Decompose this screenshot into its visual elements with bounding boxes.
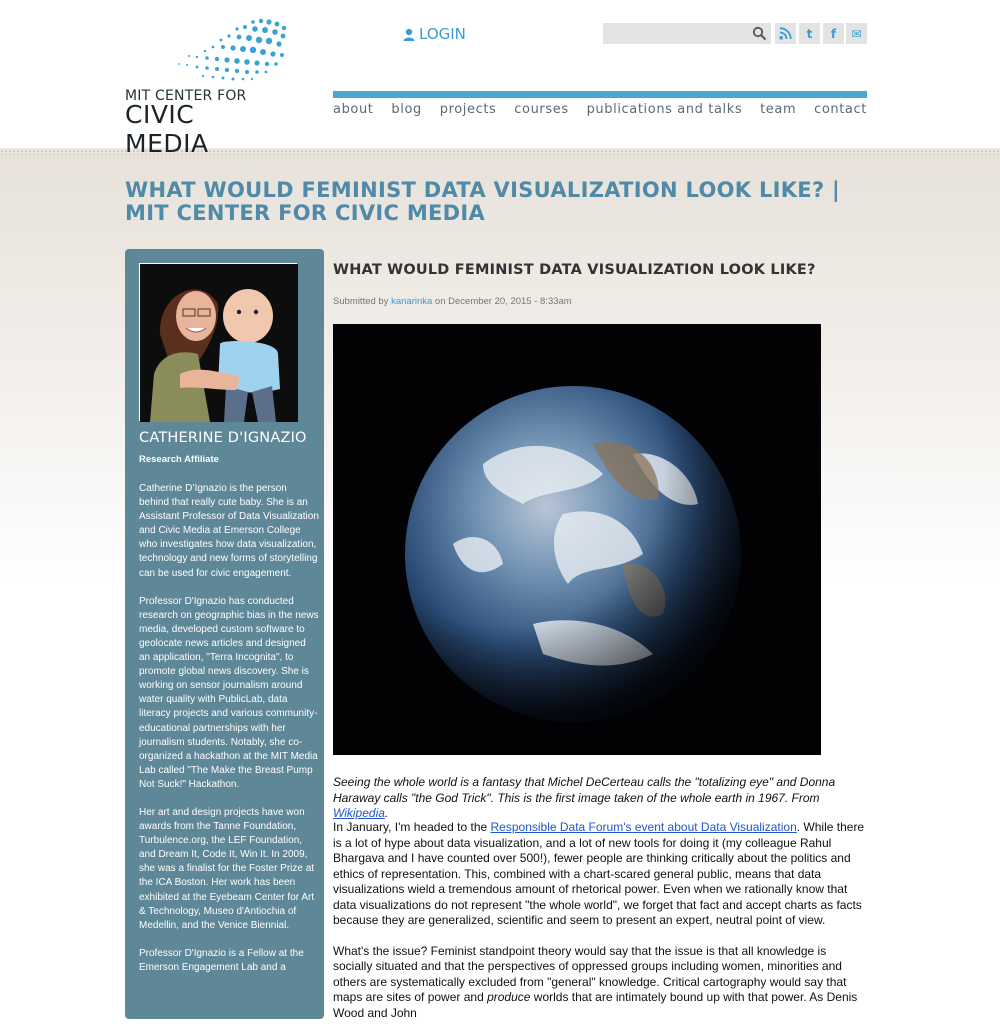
nav-about[interactable]: about: [333, 102, 374, 117]
nav-accent-bar: [333, 91, 867, 98]
main-nav: [333, 102, 867, 117]
logo-dots-icon: [169, 14, 287, 84]
email-button[interactable]: [846, 23, 867, 44]
search-box: [603, 23, 771, 44]
bio-paragraph: Her art and design projects have won awards from the Tanne Foundation, Turbulence.org, the LEF Foundation, and Dream It, Code It, Win It. In 2009, she was a finalist for the Foster Prize at the ICA Boston. Her work has been exhibited at the Eyebeam Center for Art & Technology, Museo d'Antiochia of Medellin, and the Venice Biennial.: [139, 806, 315, 931]
twitter-icon: t: [806, 26, 813, 41]
p1-rest: . While there is a lot of hype about data visualization, and a lot of new tools for doing it (my colleague Rahul Bhargava and I have counted over 500!), fewer people are thinking critically about the politics and ethics of representation. This, combined with a chart-scared general public, means that data visualizations wield a tremendous amount of rhetorical power. Even when we rationally know that data visualizations do not represent "the whole world", we forget that fact and accept charts as facts because they are generalized, scientific and seem to present an expert, neutral point of view.: [333, 820, 865, 927]
article-title: WHAT WOULD FEMINIST DATA VISUALIZATION LOOK LIKE?: [333, 262, 816, 278]
responsible-data-forum-link[interactable]: Responsible Data Forum's event about Data Visualization: [490, 820, 797, 834]
site-header: [0, 0, 1000, 158]
twitter-button[interactable]: [799, 23, 820, 44]
nav-contact[interactable]: contact: [814, 102, 867, 117]
nav-projects[interactable]: projects: [439, 102, 497, 117]
body-paragraph: [333, 820, 865, 929]
user-icon: [403, 28, 415, 41]
site-logo[interactable]: [125, 14, 285, 158]
image-caption: [333, 775, 863, 822]
author-photo-illustration: [140, 264, 298, 422]
facebook-button[interactable]: [823, 23, 844, 44]
bio-paragraph: Catherine D’Ignazio is the person behind that really cute baby. She is an Assistant Professor of Data Visualization and Civic Media at Emerson College who investigates how data visualization, technology and new forms of storytelling can be used for civic engagement.: [139, 483, 319, 579]
login-label: LOGIN: [419, 25, 466, 43]
p2-emphasis: produce: [487, 990, 531, 1004]
body-paragraph: [333, 944, 865, 1022]
caption-text: Seeing the whole world is a fantasy that Michel DeCerteau calls the "totalizing eye" and Donna Haraway calls "the God Trick". This is the first image taken of the whole earth in 1967. From: [333, 775, 836, 805]
bio-paragraph: Professor D'Ignazio is a Fellow at the Emerson Engagement Lab and a: [139, 947, 304, 973]
nav-courses[interactable]: courses: [514, 102, 569, 117]
nav-blog[interactable]: blog: [391, 102, 422, 117]
submitted-line: [333, 296, 572, 307]
nav-team[interactable]: team: [760, 102, 797, 117]
page-title: WHAT WOULD FEMINIST DATA VISUALIZATION LOOK LIKE? | MIT CENTER FOR CIVIC MEDIA: [125, 178, 841, 225]
logo-text-top: MIT CENTER FOR: [125, 88, 247, 104]
author-link[interactable]: kanarinka: [391, 296, 433, 307]
earth-illustration: [333, 324, 821, 755]
login-link[interactable]: [403, 25, 466, 43]
wikipedia-link[interactable]: Wikipedia: [333, 806, 385, 820]
author-name: CATHERINE D'IGNAZIO: [139, 430, 307, 446]
p2-start: What's the issue? Feminist standpoint theory would say that the issue is that all knowledge is socially situated and that the perspectives of oppressed groups including women, minorities and others are systematically excluded from "general" knowledge. Critical cartography would say that maps are sites of power and: [333, 943, 847, 1004]
article-body: [333, 820, 865, 1036]
p1-start: In January, I'm headed to the: [333, 820, 491, 834]
bio-paragraph: Professor D'Ignazio has conducted research on geographic bias in the news media, developed custom software to geolocate news articles and designed an application, "Terra Incognita", to promote global news discovery. She is working on sensor journalism around water quality with PublicLab, data literacy projects and various community-educational partnerships with her journalism students. Notably, she co-organized a hackathon at the MIT Media Lab called "The Make the Breast Pump Not Suck!" Hackathon.: [139, 595, 319, 790]
p2-rest: worlds that are intimately bound up with that power. As Denis Wood and John: [333, 990, 858, 1020]
nav-publications[interactable]: publications and talks: [586, 102, 743, 117]
earth-image: [333, 324, 821, 755]
rss-icon: [779, 27, 792, 40]
caption-end: .: [384, 806, 389, 820]
author-sidebar: [125, 249, 324, 1019]
search-icon[interactable]: [752, 26, 767, 41]
facebook-icon: f: [830, 26, 837, 41]
search-input[interactable]: [603, 23, 748, 44]
author-bio: [139, 482, 319, 989]
author-photo: [139, 263, 297, 421]
rss-button[interactable]: [775, 23, 796, 44]
submitted-date: on December 20, 2015 - 8:33am: [432, 296, 572, 307]
author-role: Research Affiliate: [139, 454, 219, 465]
logo-text-main: CIVIC MEDIA: [125, 100, 209, 158]
email-icon: ✉: [851, 26, 862, 41]
submitted-prefix: Submitted by: [333, 296, 392, 307]
